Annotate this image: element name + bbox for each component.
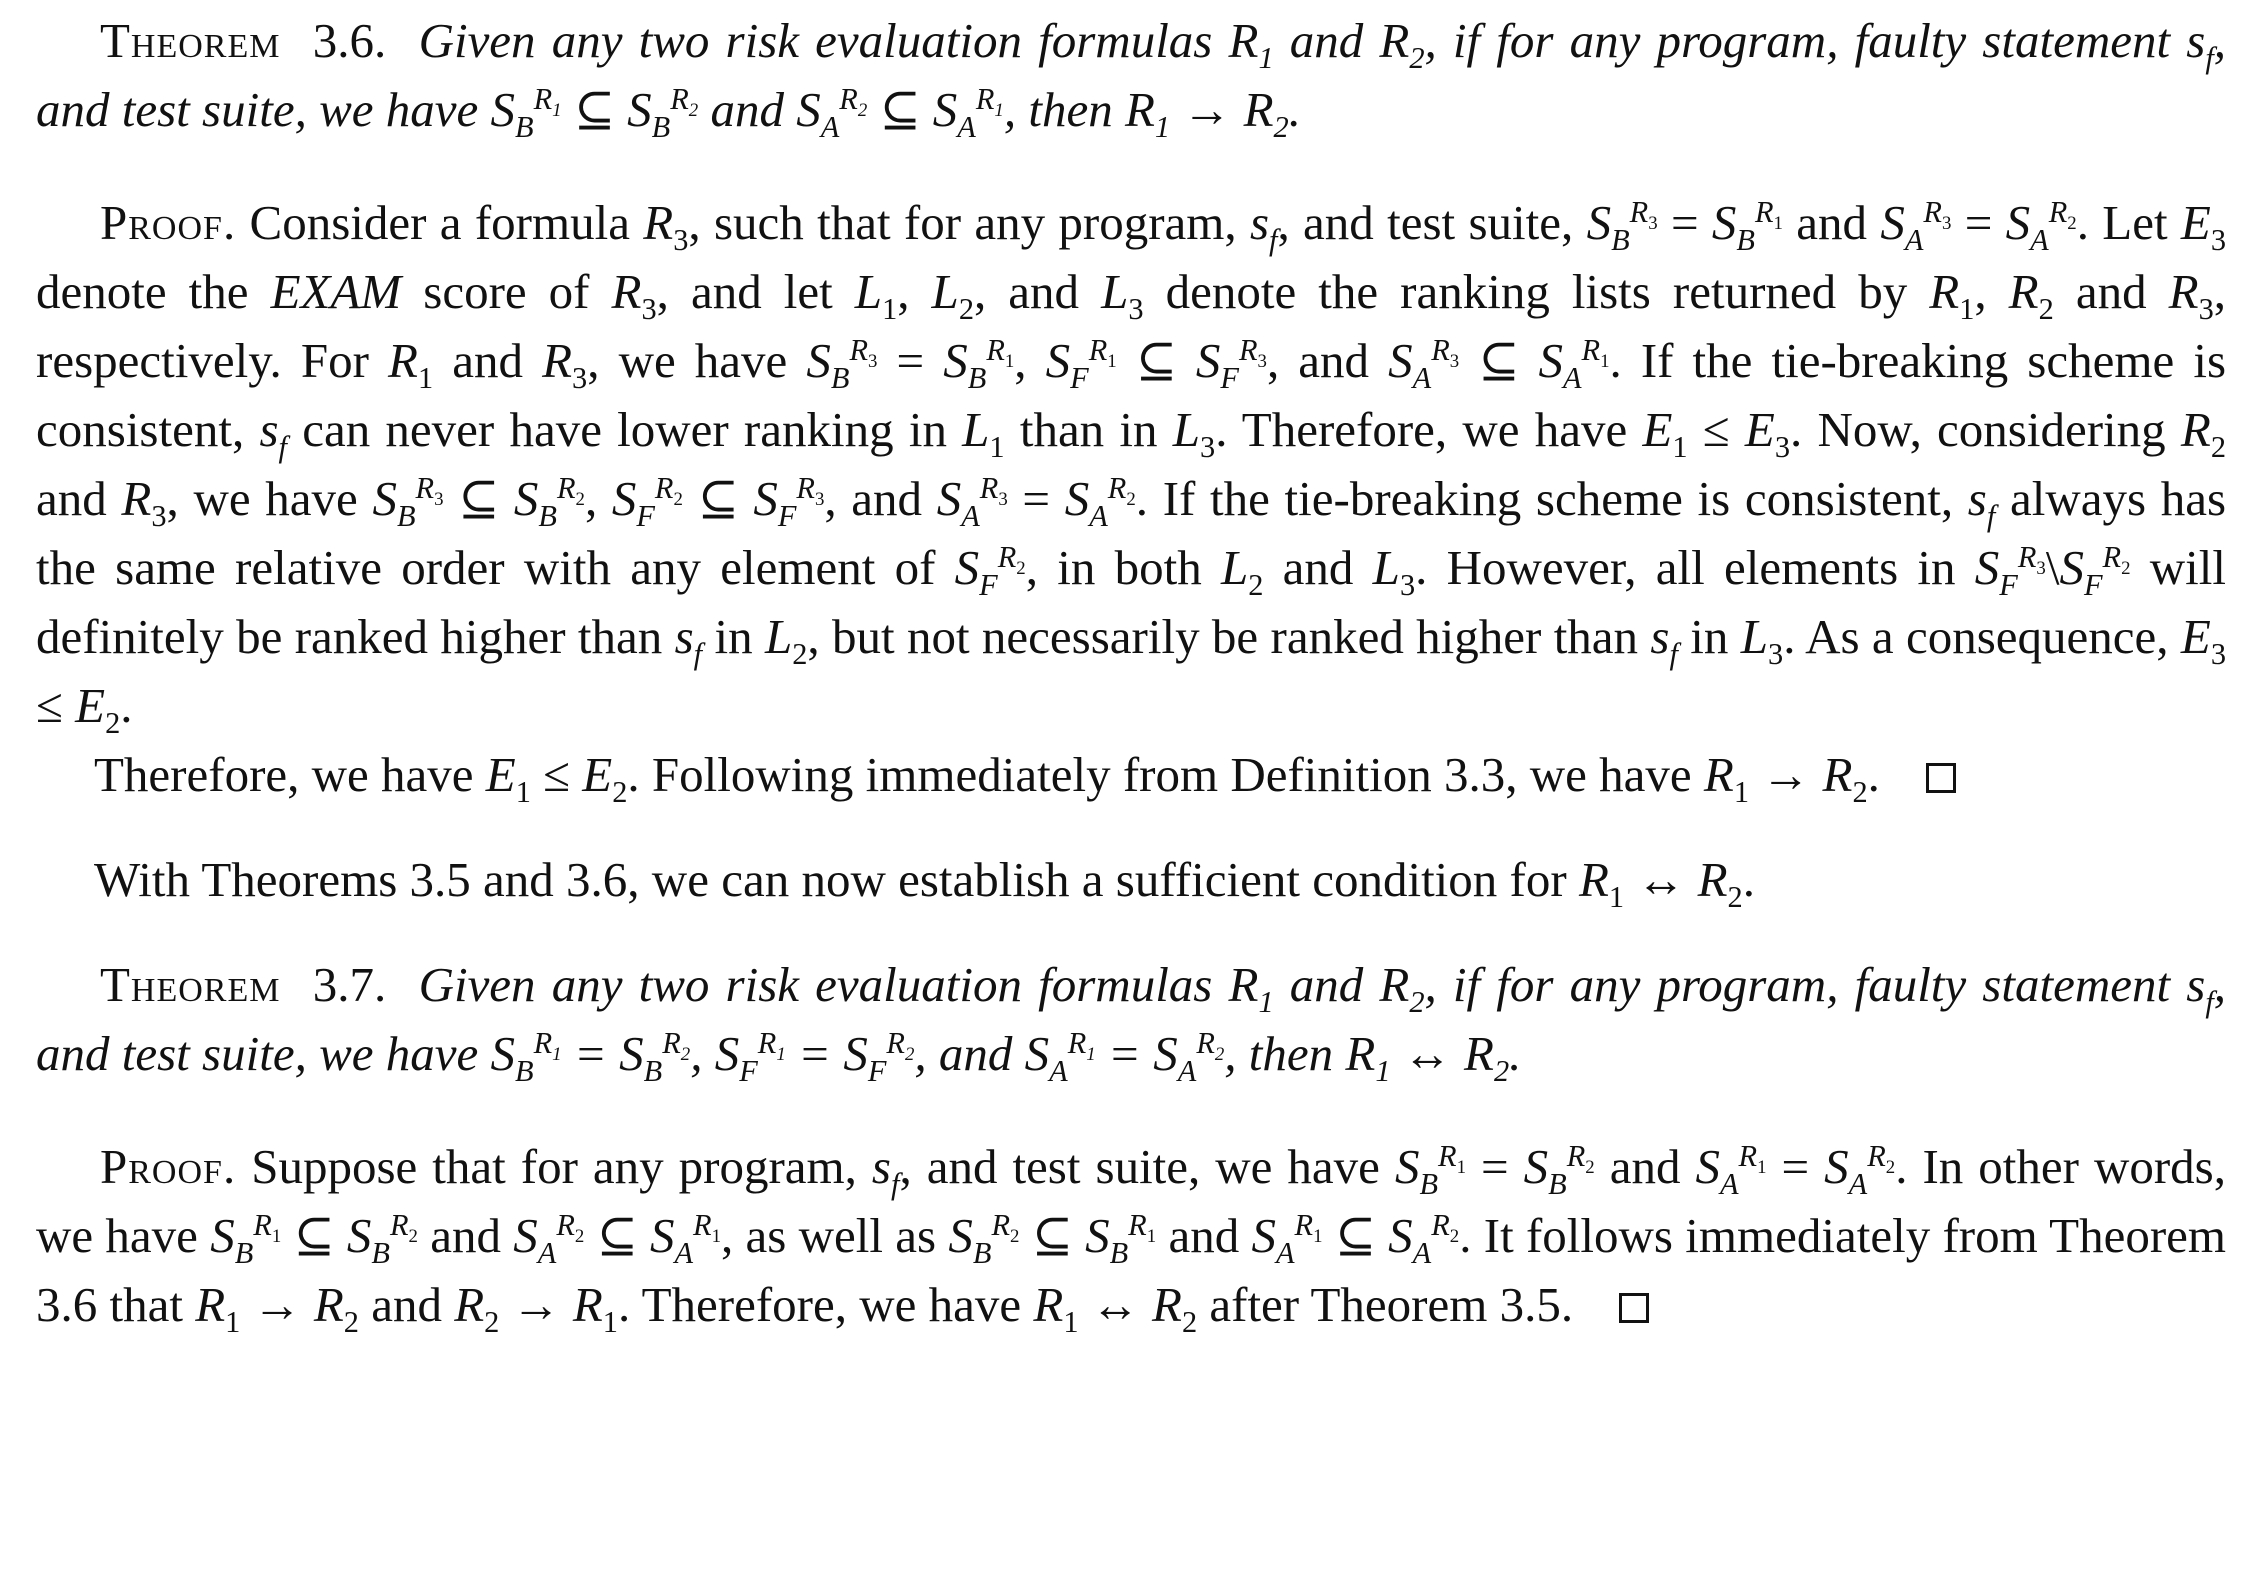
theorem-label: Theorem: [100, 13, 281, 68]
proof-label: Proof.: [100, 1139, 237, 1194]
theorem-number: 3.7.: [312, 957, 387, 1012]
theorem-3-6: Theorem 3.6. Given any two risk evaluation formulas $R_1$ and $R_2$, if for any program, faulty statement $s_f$, and test suite, we have $S_B^{R_1}$ ⊆ $S_B^{R_2}$ and $S_A^{R_2}$ ⊆ $S_A^{R_1}$, then $R_1 \to R_2$.: [36, 13, 2227, 144]
proof-3-7: Proof. Suppose that for any program, $s_f$, and test suite, we have $S_B^{R_1} = S_B^{R_2}$ and $S_A^{R_1} = S_A^{R_2}$. In other words, we have $S_B^{R_1}$ ⊆ $S_B^{R_2}$ and $S_A^{R_2}$ ⊆ $S_A^{R_1}$, as well as $S_B^{R_2}$ ⊆ $S_B^{R_1}$ and $S_A^{R_1}$ ⊆ $S_A^{R_2}$. It follows immediately from Theorem 3.6 that $R_1 \to R_2$ and $R_2 \to R_1$. Therefore, we have $R_1$ ↔ $R_2$ after Theorem 3.5.: [36, 1138, 2226, 1339]
theorem-label: Theorem: [100, 957, 281, 1012]
proof-label: Proof.: [100, 195, 237, 250]
proof-3-6: Proof. Consider a formula $R_3$, such that for any program, $s_f$, and test suite, $S_B^{R_3} = S_B^{R_1}$ and $S_A^{R_3} = S_A^{R_2}$. Let $E_3$ denote the EXAM score of $R_3$, and let $L_1$, $L_2$, and $L_3$ denote the ranking lists returned by $R_1$, $R_2$ and $R_3$, respectively. For $R_1$ and $R_3$, we have $S_B^{R_3} = S_B^{R_1}$, $S_F^{R_1}$ ⊆ $S_F^{R_3}$, and $S_A^{R_3}$ ⊆ $S_A^{R_1}$. If the tie-breaking scheme is consistent, $s_f$ can never have lower ranking in $L_1$ than in $L_3$. Therefore, we have $E_1 \le E_3$. Now, considering $R_2$ and $R_3$, we have $S_B^{R_3}$ ⊆ $S_B^{R_2}$, $S_F^{R_2}$ ⊆ $S_F^{R_3}$, and $S_A^{R_3} = S_A^{R_2}$. If the tie-breaking scheme is consistent, $s_f$ always has the same relative order with any element of $S_F^{R_2}$, in both $L_2$ and $L_3$. However, all elements in $S_F^{R_3}\backslash S_F^{R_2}$ will definitely be ranked higher than $s_f$ in $L_2$, but not necessarily be ranked higher than $s_f$ in $L_3$. As a consequence, $E_3 \le E_2$.: [36, 194, 2227, 740]
bridge-sentence: With Theorems 3.5 and 3.6, we can now establish a sufficient condition for $R_1$ ↔ $R_2$.: [94, 852, 1755, 914]
theorem-number: 3.6.: [312, 13, 387, 68]
proof-3-6-conclusion: Therefore, we have $E_1 \le E_2$. Following immediately from Definition 3.3, we have $R_1 \to R_2$.: [36, 740, 2226, 809]
paper-page: [36, 6, 2226, 1339]
theorem-3-7: Theorem 3.7. Given any two risk evaluation formulas $R_1$ and $R_2$, if for any program, faulty statement $s_f$, and test suite, we have $S_B^{R_1} = S_B^{R_2}$, $S_F^{R_1} = S_F^{R_2}$, and $S_A^{R_1} = S_A^{R_2}$, then $R_1$ ↔ $R_2$.: [36, 957, 2227, 1088]
qed-box: [1926, 763, 1956, 793]
qed-box: [1619, 1293, 1649, 1323]
